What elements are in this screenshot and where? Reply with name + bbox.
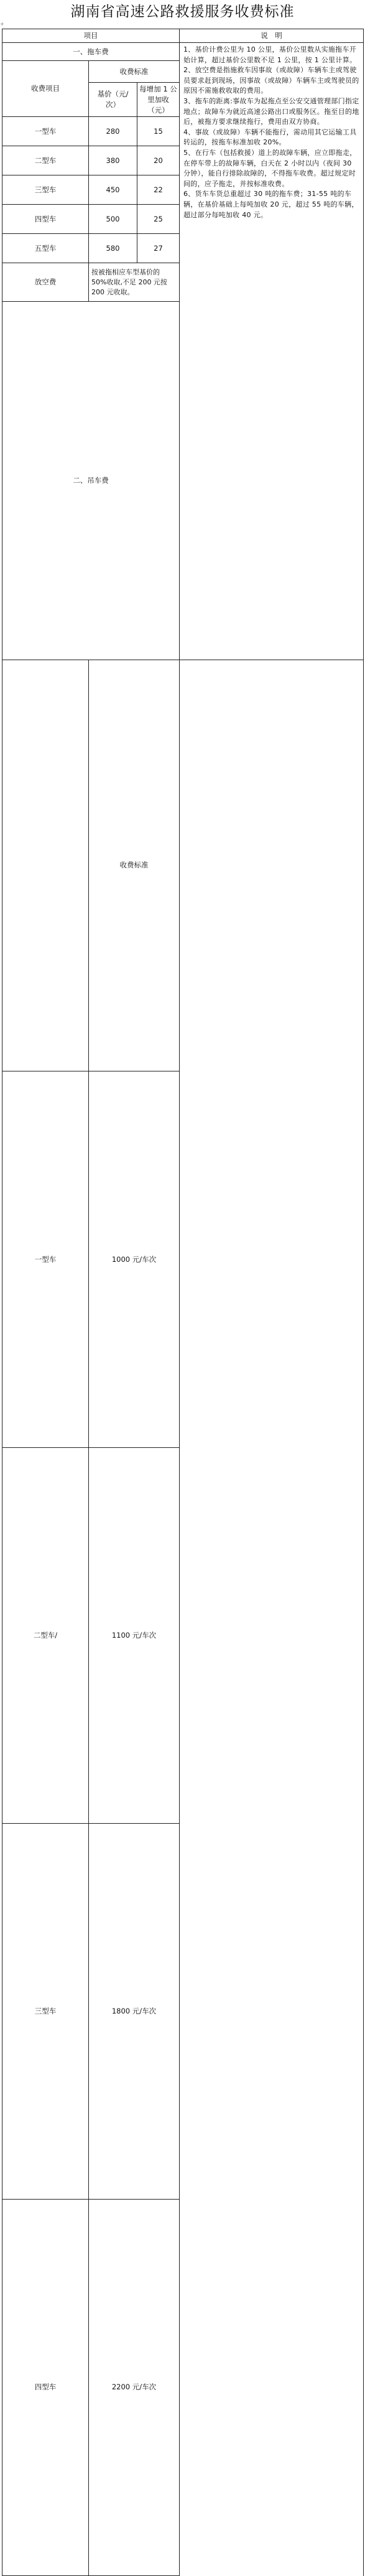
empty-run-label: 放空费 [2, 263, 89, 302]
base-price-label: 基价（元/次） [89, 83, 137, 117]
header-desc: 说 明 [180, 29, 364, 43]
towing-note: 1、基价计费公里为 10 公里，基价公里数从实施拖车开始计算，超过基价公里数不足 1 公里，按 1 公里计算。 [183, 45, 357, 64]
towing-note: 2、放空费是指施救车因事故（或故障）车辆车主或驾驶员要求赶到现场，因事故（或故障）车辆车主或驾驶员的原因不需施救收取的费用。 [183, 66, 359, 95]
crane-price: 1100 元/车次 [89, 1447, 180, 1823]
extra-price: 27 [137, 234, 180, 263]
fee-item-label: 收费项目 [2, 61, 89, 117]
vehicle-type: 一型车 [2, 117, 89, 146]
vehicle-type: 四型车 [2, 205, 89, 234]
base-price: 580 [89, 234, 137, 263]
vehicle-type: 三型车 [2, 1823, 89, 2199]
towing-note: 6、货车车货总重超过 30 吨的拖车费；31-55 吨的车辆，在基价基础上每吨加收 20 元，超过 55 吨的车辆，超过部分每吨加收 40 元。 [183, 190, 359, 219]
extra-price: 22 [137, 175, 180, 205]
table-row [2, 2200, 364, 2575]
vehicle-type: 一型车 [2, 1071, 89, 1447]
base-price: 380 [89, 146, 137, 175]
crane-section-title: 二、吊车费 [2, 302, 180, 660]
vehicle-type: 五型车 [2, 234, 89, 263]
towing-section-title: 一、拖车费 [2, 43, 180, 61]
page-title: 湖南省高速公路救援服务收费标准 [70, 4, 295, 20]
empty-run-note: 按被拖相应车型基价的 50%收取,不足 200 元按 200 元收取。 [89, 263, 180, 302]
vehicle-type: 四型车 [2, 2200, 89, 2575]
header-item: 项目 [2, 29, 180, 43]
vehicle-type: 三型车 [2, 175, 89, 205]
extra-price: 20 [137, 146, 180, 175]
table-row [2, 1071, 364, 1447]
crane-price: 2200 元/车次 [89, 2200, 180, 2575]
crane-item-blank [2, 660, 89, 1071]
base-price: 500 [89, 205, 137, 234]
fee-standard-label: 收费标准 [89, 61, 180, 83]
corner-mark: + [0, 21, 4, 27]
crane-standard-label: 收费标准 [89, 660, 180, 1071]
crane-price: 1800 元/车次 [89, 1823, 180, 2199]
extra-price: 15 [137, 117, 180, 146]
towing-note: 4、事故（或故障）车辆不能拖行，需动用其它运输工具转运的，按拖车标准加收 20%。 [183, 128, 357, 147]
base-price: 450 [89, 175, 137, 205]
towing-note: 3、拖车的距离:事故车为起拖点至公安交通管理部门指定地点；故障车为就近高速公路出口或服务区。拖至目的地后，被拖方要求继续拖行，费用由双方协商。 [183, 96, 359, 126]
table-row [2, 1823, 364, 2199]
vehicle-type: 二型车/ [2, 1447, 89, 1823]
towing-note: 5、在行车（包括救援）道上的故障车辆，应立即拖走，在停车带上的故障车辆，白天在 2 小时以内（夜间 30 分钟），能自行排除故障的，不得拖车收费。超过规定时间的，应予拖走，并按标准收费。 [183, 148, 357, 188]
crane-price: 1000 元/车次 [89, 1071, 180, 1447]
extra-price: 25 [137, 205, 180, 234]
vehicle-type: 二型车 [2, 146, 89, 175]
fee-table [2, 29, 364, 2576]
extra-km-label: 每增加 1 公里加收（元） [137, 83, 180, 117]
table-row [2, 1447, 364, 1823]
towing-notes [180, 43, 364, 660]
base-price: 280 [89, 117, 137, 146]
